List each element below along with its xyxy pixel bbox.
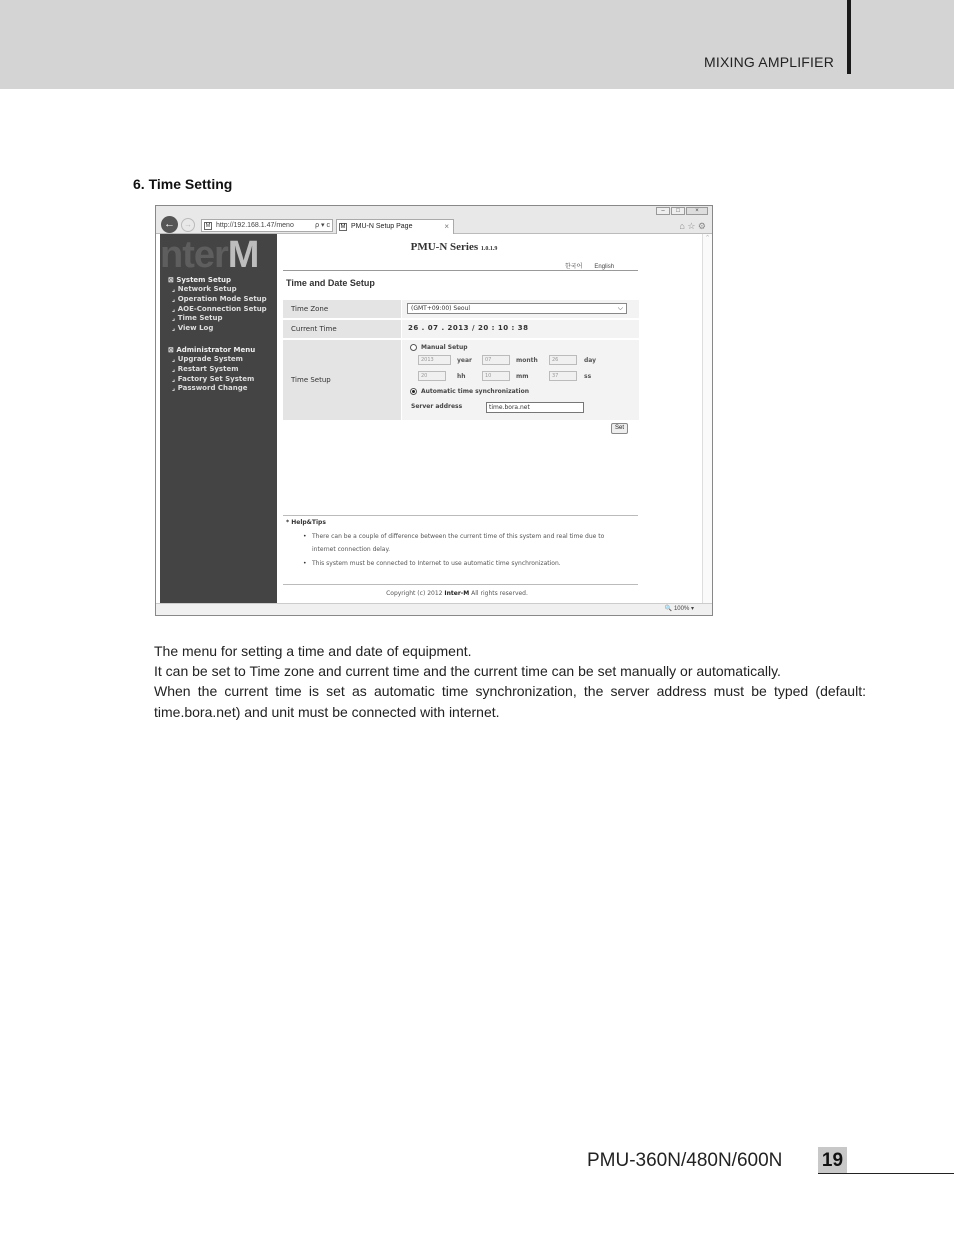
- header-accent-bar: [847, 0, 851, 74]
- body-paragraph-3: When the current time is set as automatic time synchronization, the server address must be typed (default: time.bora.net) and unit must be connected with internet.: [154, 683, 866, 720]
- menu-group-administrator[interactable]: ⊠ Administrator Menu: [168, 345, 256, 354]
- sidebar-item-view-log[interactable]: ⌟ View Log: [172, 324, 214, 333]
- tab-close-icon[interactable]: ×: [444, 222, 449, 231]
- address-url: http://192.168.1.47/meno: [216, 222, 294, 229]
- day-unit: day: [584, 357, 597, 364]
- server-address-input[interactable]: time.bora.net: [486, 402, 584, 413]
- month-input[interactable]: 07: [482, 355, 510, 365]
- interm-logo: [160, 238, 277, 272]
- current-time-label: Current Time: [283, 320, 401, 338]
- current-time-cell: [402, 320, 639, 338]
- time-zone-select[interactable]: (GMT+09:00) Seoul ⌵: [407, 303, 627, 314]
- logo-text: nter: [160, 238, 228, 272]
- sidebar-menu: [168, 276, 276, 394]
- scroll-up-icon[interactable]: ⌃: [704, 235, 711, 242]
- sidebar-item-operation-mode-setup[interactable]: ⌟ Operation Mode Setup: [172, 294, 267, 303]
- page-number: 19: [818, 1147, 847, 1174]
- body-paragraph-2: It can be set to Time zone and current time and the current time can be set manually or automatically.: [154, 663, 781, 679]
- sidebar-item-aoe-connection-setup[interactable]: ⌟ AOE-Connection Setup: [172, 304, 267, 313]
- minimize-button[interactable]: –: [656, 207, 670, 215]
- copyright: Copyright (c) 2012 Inter-M All rights reserved.: [386, 590, 528, 597]
- footer-model: PMU-360N/480N/600N: [587, 1150, 783, 1171]
- set-button[interactable]: Set: [611, 423, 628, 434]
- chevron-down-icon: ⌵: [617, 304, 623, 312]
- current-time-value: 26 . 07 . 2013 / 20 : 10 : 38: [408, 324, 529, 332]
- home-favorites-settings-icons[interactable]: ⌂ ☆ ⚙: [679, 221, 706, 231]
- tip-item: • This system must be connected to Internet to use automatic time synchronization.: [312, 557, 627, 570]
- forward-arrow-icon[interactable]: →: [181, 218, 195, 232]
- second-unit: ss: [584, 373, 592, 380]
- day-input[interactable]: 26: [549, 355, 577, 365]
- sidebar: [160, 234, 277, 603]
- browser-tab[interactable]: [336, 219, 454, 234]
- time-zone-cell: [402, 300, 639, 318]
- tip-item: • There can be a couple of difference between the current time of this system and real time due to internet connection delay.: [312, 530, 627, 556]
- tab-favicon-icon: M: [340, 224, 346, 230]
- year-unit: year: [457, 357, 472, 364]
- language-switch: [565, 261, 626, 270]
- hour-input[interactable]: 20: [418, 371, 446, 381]
- header-title: MIXING AMPLIFIER: [704, 54, 834, 70]
- browser-toolbar: [156, 206, 712, 234]
- month-unit: month: [516, 357, 538, 364]
- help-tips-title: * Help&Tips: [286, 519, 326, 526]
- time-setup-cell: [402, 340, 639, 420]
- maximize-button[interactable]: □: [671, 207, 685, 215]
- auto-sync-label: Automatic time synchronization: [421, 388, 529, 395]
- tab-title: PMU-N Setup Page: [351, 223, 413, 230]
- time-setup-label: Time Setup: [283, 340, 401, 420]
- close-window-button[interactable]: ×: [686, 207, 708, 215]
- manual-setup-label: Manual Setup: [421, 344, 468, 351]
- main-content: [277, 234, 702, 603]
- auto-sync-radio[interactable]: [410, 388, 417, 395]
- favicon-icon: M: [205, 223, 211, 229]
- server-address-label: Server address: [411, 403, 463, 410]
- divider: [283, 270, 638, 271]
- second-input[interactable]: 37: [549, 371, 577, 381]
- section-title: 6. Time Setting: [133, 176, 233, 192]
- hour-unit: hh: [457, 373, 466, 380]
- setup-section-title: Time and Date Setup: [286, 278, 375, 288]
- window-controls: [656, 207, 708, 216]
- product-title: PMU-N Series 1.0.1.9: [410, 241, 498, 253]
- sidebar-item-upgrade-system[interactable]: ⌟ Upgrade System: [172, 354, 243, 363]
- browser-status-bar: [156, 603, 712, 615]
- manual-setup-radio[interactable]: [410, 344, 417, 351]
- browser-screenshot: [155, 205, 713, 616]
- body-paragraph-1: The menu for setting a time and date of equipment.: [154, 643, 472, 659]
- menu-group-system-setup[interactable]: ⊠ System Setup: [168, 276, 232, 284]
- divider: [283, 584, 638, 585]
- sidebar-item-password-change[interactable]: ⌟ Password Change: [172, 384, 248, 393]
- minute-input[interactable]: 10: [482, 371, 510, 381]
- lang-english-link[interactable]: English: [594, 264, 615, 270]
- search-refresh-icons[interactable]: ρ ▾ c: [315, 222, 330, 229]
- time-zone-label: Time Zone: [283, 300, 401, 318]
- page-header: [0, 0, 954, 89]
- divider: [283, 515, 638, 516]
- back-arrow-icon[interactable]: ←: [161, 216, 178, 233]
- year-input[interactable]: 2013: [418, 355, 451, 365]
- logo-m: M: [227, 238, 259, 272]
- minute-unit: mm: [516, 373, 529, 380]
- vertical-scrollbar[interactable]: [702, 234, 712, 603]
- footer-rule: [818, 1173, 954, 1174]
- lang-korean-link[interactable]: 한국어: [565, 264, 583, 270]
- sidebar-item-restart-system[interactable]: ⌟ Restart System: [172, 364, 239, 373]
- sidebar-item-network-setup[interactable]: ⌟ Network Setup: [172, 285, 237, 293]
- zoom-control[interactable]: 🔍 100% ▾: [664, 606, 694, 612]
- address-bar[interactable]: [201, 219, 333, 232]
- sidebar-item-factory-set-system[interactable]: ⌟ Factory Set System: [172, 374, 255, 383]
- sidebar-item-time-setup[interactable]: ⌟ Time Setup: [172, 314, 223, 323]
